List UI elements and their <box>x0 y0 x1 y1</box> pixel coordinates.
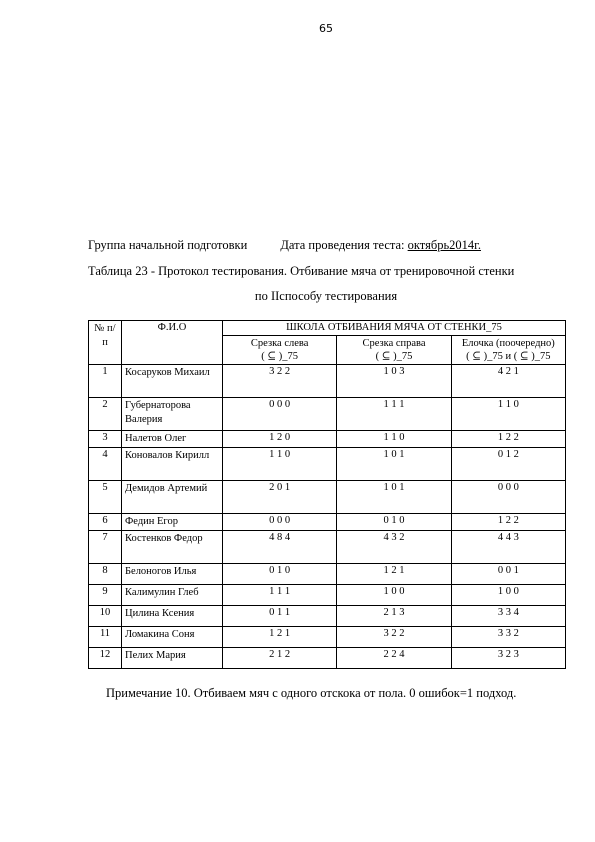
table-row <box>89 564 566 585</box>
alternating-result: 4 2 1 <box>451 365 565 398</box>
right-cut-title: Срезка справа <box>362 338 426 349</box>
right-cut-result: 1 0 1 <box>337 448 451 481</box>
alternating-result: 3 3 2 <box>451 627 565 648</box>
row-number: 6 <box>89 514 122 531</box>
alternating-result: 0 1 2 <box>451 448 565 481</box>
row-number: 8 <box>89 564 122 585</box>
table-row <box>89 365 566 398</box>
student-name: Демидов Артемий <box>122 481 223 514</box>
left-cut-result: 3 2 2 <box>223 365 337 398</box>
right-cut-result: 1 1 1 <box>337 398 451 431</box>
right-cut-result: 1 0 1 <box>337 481 451 514</box>
alternating-result: 0 0 0 <box>451 481 565 514</box>
row-number: 4 <box>89 448 122 481</box>
page-number: 65 <box>319 22 333 35</box>
right-cut-result: 1 1 0 <box>337 431 451 448</box>
right-cut-result: 0 1 0 <box>337 514 451 531</box>
table-row <box>89 448 566 481</box>
table-row <box>89 514 566 531</box>
left-cut-result: 1 1 0 <box>223 448 337 481</box>
row-number: 12 <box>89 648 122 669</box>
alternating-result: 0 0 1 <box>451 564 565 585</box>
right-cut-result: 2 2 4 <box>337 648 451 669</box>
column-group-header: ШКОЛА ОТБИВАНИЯ МЯЧА ОТ СТЕНКИ_75 <box>223 321 566 336</box>
alternating-result: 1 2 2 <box>451 514 565 531</box>
alternating-mark: ( ⊆ )_75 и ( ⊆ )_75 <box>466 351 551 362</box>
footnote: Примечание 10. Отбиваем мяч с одного отскока от пола. 0 ошибок=1 подход. <box>106 686 517 700</box>
alternating-result: 3 2 3 <box>451 648 565 669</box>
left-cut-result: 1 2 0 <box>223 431 337 448</box>
alternating-result: 4 4 3 <box>451 531 565 564</box>
left-cut-result: 2 1 2 <box>223 648 337 669</box>
left-cut-result: 1 2 1 <box>223 627 337 648</box>
row-number: 1 <box>89 365 122 398</box>
left-cut-result: 0 1 1 <box>223 606 337 627</box>
header-line <box>88 238 481 253</box>
column-header-number: № п/п <box>89 321 122 365</box>
row-number: 3 <box>89 431 122 448</box>
left-cut-mark: ( ⊆ )_75 <box>261 351 299 362</box>
left-cut-title: Срезка слева <box>250 338 309 349</box>
table-row <box>89 627 566 648</box>
alternating-title: Елочка (поочередно) <box>461 338 555 349</box>
student-name: Налетов Олег <box>122 431 223 448</box>
column-header-name: Ф.И.О <box>122 321 223 365</box>
row-number: 5 <box>89 481 122 514</box>
row-number: 9 <box>89 585 122 606</box>
right-cut-result: 1 0 3 <box>337 365 451 398</box>
right-cut-mark: ( ⊆ )_75 <box>375 351 413 362</box>
column-header-alternating <box>451 336 565 365</box>
left-cut-result: 1 1 1 <box>223 585 337 606</box>
right-cut-result: 1 0 0 <box>337 585 451 606</box>
row-number: 7 <box>89 531 122 564</box>
table-row <box>89 606 566 627</box>
alternating-result: 1 2 2 <box>451 431 565 448</box>
student-name: Губернаторова Валерия <box>122 398 223 431</box>
right-cut-result: 1 2 1 <box>337 564 451 585</box>
alternating-result: 1 0 0 <box>451 585 565 606</box>
row-number: 11 <box>89 627 122 648</box>
student-name: Пелих Мария <box>122 648 223 669</box>
left-cut-result: 2 0 1 <box>223 481 337 514</box>
table-row <box>89 648 566 669</box>
test-date-value: октябрь2014г. <box>407 238 481 252</box>
left-cut-result: 0 1 0 <box>223 564 337 585</box>
left-cut-result: 0 0 0 <box>223 398 337 431</box>
left-cut-result: 4 8 4 <box>223 531 337 564</box>
table-row <box>89 531 566 564</box>
test-date-label: Дата проведения теста: <box>280 238 405 252</box>
table-caption-continued: по IIспособу тестирования <box>254 289 398 303</box>
group-label: Группа начальной подготовки <box>88 238 248 252</box>
student-name: Коновалов Кирилл <box>122 448 223 481</box>
student-name: Федин Егор <box>122 514 223 531</box>
student-name: Ломакина Соня <box>122 627 223 648</box>
column-header-left-cut <box>223 336 337 365</box>
right-cut-result: 2 1 3 <box>337 606 451 627</box>
student-name: Костенков Федор <box>122 531 223 564</box>
alternating-result: 1 1 0 <box>451 398 565 431</box>
left-cut-result: 0 0 0 <box>223 514 337 531</box>
protocol-table <box>88 320 566 669</box>
table-row <box>89 431 566 448</box>
student-name: Калимулин Глеб <box>122 585 223 606</box>
right-cut-result: 3 2 2 <box>337 627 451 648</box>
row-number: 10 <box>89 606 122 627</box>
table-row <box>89 585 566 606</box>
row-number: 2 <box>89 398 122 431</box>
alternating-result: 3 3 4 <box>451 606 565 627</box>
student-name: Цилина Ксения <box>122 606 223 627</box>
student-name: Белоногов Илья <box>122 564 223 585</box>
right-cut-result: 4 3 2 <box>337 531 451 564</box>
table-row <box>89 398 566 431</box>
student-name: Косаруков Михаил <box>122 365 223 398</box>
column-header-right-cut <box>337 336 451 365</box>
table-caption: Таблица 23 - Протокол тестирования. Отбивание мяча от тренировочной стенки <box>88 264 515 278</box>
table-row <box>89 481 566 514</box>
